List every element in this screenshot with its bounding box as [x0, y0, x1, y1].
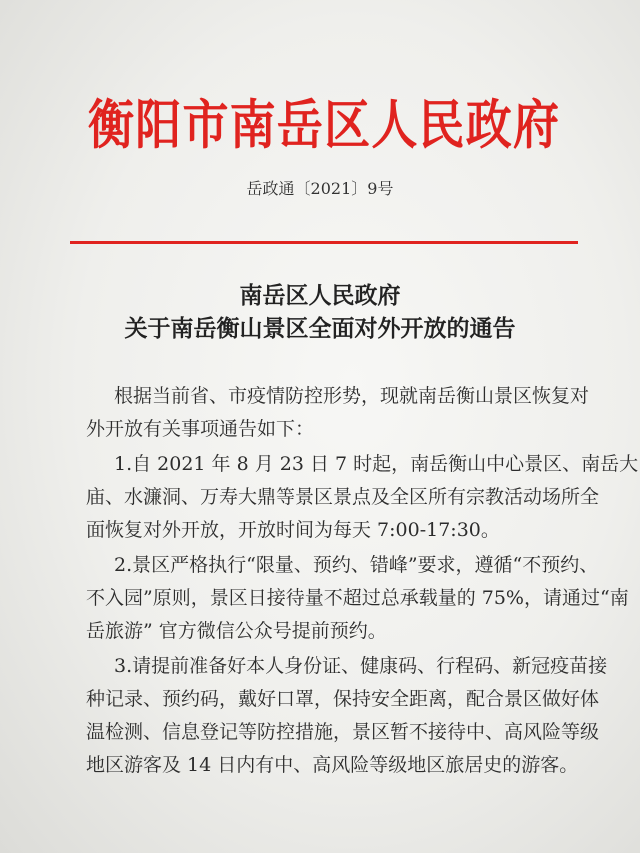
notice-heading-line2: 关于南岳衡山景区全面对外开放的通告	[124, 315, 516, 342]
body-line: 2.景区严格执行“限量、预约、错峰”要求，遵循“不预约、	[114, 554, 599, 576]
document-number: 岳政通〔2021〕9号	[246, 179, 394, 198]
body-line: 种记录、预约码，戴好口罩，保持安全距离，配合景区做好体	[86, 688, 600, 710]
issuing-authority-title: 衡阳市南岳区人民政府	[88, 93, 558, 156]
body-line: 根据当前省、市疫情防控形势，现就南岳衡山景区恢复对	[114, 385, 590, 407]
body-line: 地区游客及 14 日内有中、高风险等级地区旅居史的游客。	[86, 754, 579, 776]
body-line: 1.自 2021 年 8 月 23 日 7 时起，南岳衡山中心景区、南岳大	[114, 453, 639, 475]
body-line: 外开放有关事项通告如下：	[86, 418, 315, 440]
body-line: 庙、水濂洞、万寿大鼎等景区景点及全区所有宗教活动场所全	[86, 486, 600, 508]
notice-heading-line1: 南岳区人民政府	[239, 282, 401, 309]
body-line: 面恢复对外开放，开放时间为每天 7:00-17:30。	[86, 519, 500, 541]
body-line: 不入园”原则，景区日接待量不超过总承载量的 75%，请通过“南	[86, 587, 629, 609]
body-line: 岳旅游” 官方微信公众号提前预约。	[86, 620, 387, 642]
red-divider	[70, 241, 578, 244]
body-line: 温检测、信息登记等防控措施，景区暂不接待中、高风险等级	[86, 721, 600, 743]
body-line: 3.请提前准备好本人身份证、健康码、行程码、新冠疫苗接	[114, 655, 608, 677]
